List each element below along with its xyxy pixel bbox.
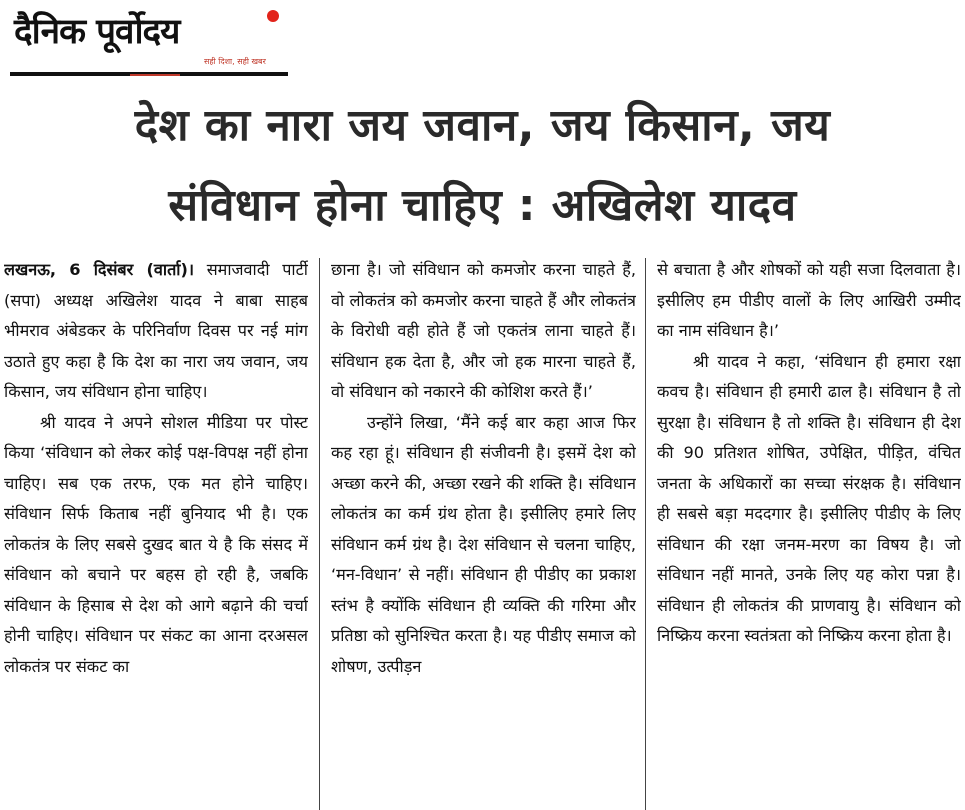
headline <box>20 86 945 246</box>
article-column-1 <box>4 255 308 810</box>
article-column-3 <box>657 255 961 810</box>
headline-line-1: देश का नारा जय जवान, जय किसान, जय <box>134 100 831 151</box>
masthead <box>10 6 288 72</box>
paragraph-text: समाजवादी पार्टी (सपा) अध्यक्ष अखिलेश यादव ने बाबा साहब भीमराव अंबेडकर के परिनिर्वाण दिवस पर नई मांग उठाते हुए कहा है कि देश का नारा जय जवान, जय किसान, जय संविधान होना चाहिए। <box>4 260 308 401</box>
logo-tagline: सही दिशा, सही खबर <box>204 57 266 66</box>
masthead-accent-line <box>130 74 180 76</box>
article-paragraph: से बचाता है और शोषकों को यही सजा दिलवाता है। इसीलिए हम पीडीए वालों के लिए आखिरी उम्मीद का नाम संविधान है।’ <box>657 260 961 340</box>
headline-line-2: संविधान होना चाहिए : अखिलेश यादव <box>168 180 797 231</box>
article-paragraph: छाना है। जो संविधान को कमजोर करना चाहते हैं, वो लोकतंत्र को कमजोर करना चाहते हैं और लोकतंत्र के विरोधी वही होते हैं जो एकतंत्र लाना चाहते हैं। संविधान हक देता है, और जो हक मारना चाहते हैं, वो संविधान को नकारने की कोशिश करते हैं।’ <box>331 260 636 401</box>
article-paragraph: श्री यादव ने कहा, ‘संविधान ही हमारा रक्षा कवच है। संविधान ही हमारी ढाल है। संविधान है तो सुरक्षा है। संविधान है तो शक्ति है। संविधान ही देश की 90 प्रतिशत शोषित, उपेक्षित, पीड़ित, वंचित जनता के अधिकारों का सच्चा संरक्षक है। संविधान ही सबसे बड़ा मददगार है। इसीलिए पीडीए के लिए संविधान की रक्षा जनम-मरण का विषय है। जो संविधान नहीं मानते, उनके लिए यह कोरा पन्ना है। संविधान ही लोकतंत्र की प्राणवायु है। संविधान को निष्क्रिय करना स्वतंत्रता को निष्क्रिय करना होता है। <box>657 351 961 645</box>
dateline: लखनऊ, 6 दिसंबर (वार्ता)। <box>4 260 195 279</box>
article-column-2 <box>331 255 636 810</box>
article-paragraph <box>4 255 308 408</box>
newspaper-logo: दैनिक पूर्वोदय <box>14 12 180 52</box>
article-paragraph: श्री यादव ने अपने सोशल मीडिया पर पोस्ट किया ‘संविधान को लेकर कोई पक्ष-विपक्ष नहीं होना चाहिए। सब एक तरफ, एक मत होने चाहिए। संविधान सिर्फ किताब नहीं बुनियाद भी है। एक लोकतंत्र के लिए सबसे दुखद बात ये है कि संसद में संविधान को बचाने पर बहस हो रही है, जबकि संविधान के हिसाब से देश को आगे बढ़ाने की चर्चा होनी चाहिए। संविधान पर संकट का आना दरअसल लोकतंत्र पर संकट का <box>4 412 308 676</box>
column-divider <box>645 258 646 810</box>
article-paragraph: उन्होंने लिखा, ‘मैंने कई बार कहा आज फिर कह रहा हूं। संविधान ही संजीवनी है। इसमें देश को अच्छा करने की, अच्छा रखने की शक्ति है। संविधान लोकतंत्र का कर्म ग्रंथ होता है। इसीलिए हमारे लिए संविधान कर्म ग्रंथ है। देश संविधान से चलना चाहिए, ‘मन-विधान’ से नहीं। संविधान ही पीडीए का प्रकाश स्तंभ है क्योंकि संविधान ही व्यक्ति की गरिमा और प्रतिष्ठा को सुनिश्चित करता है। यह पीडीए समाज को शोषण, उत्पीड़न <box>331 412 636 676</box>
column-divider <box>319 258 320 810</box>
logo-dot-icon <box>267 10 279 22</box>
